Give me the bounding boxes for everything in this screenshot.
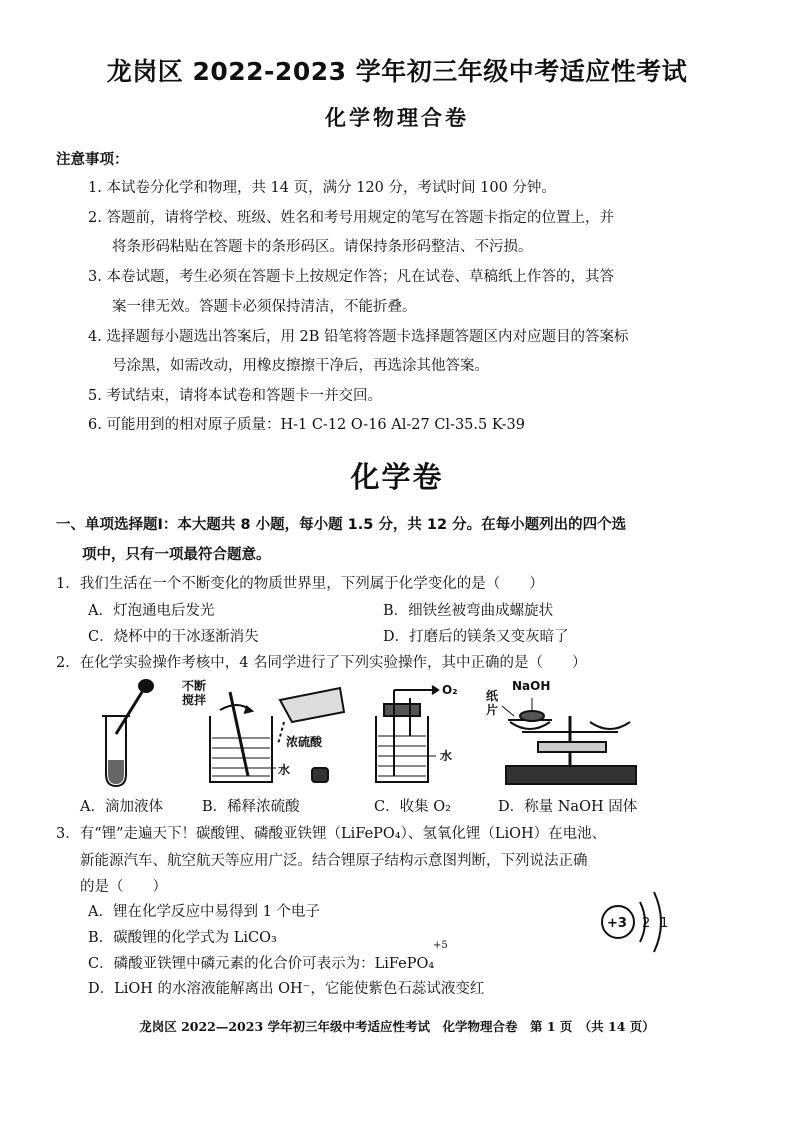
fig-c-label-o2: O₂ <box>442 683 458 697</box>
exam-subtitle: 化学物理合卷 <box>325 105 469 130</box>
notes-heading: 注意事项： <box>56 152 129 168</box>
note-line: 1. 本试卷分化学和物理，共 14 页，满分 120 分，考试时间 100 分钟。 <box>88 180 556 196</box>
question-2-stem: 2．在化学实验操作考核中，4 名同学进行了下列实验操作，其中正确的是（ ） <box>56 655 587 671</box>
atom-nucleus-charge: +3 <box>607 916 627 931</box>
q1-option-c: C．烧杯中的干冰逐渐消失 <box>88 629 259 645</box>
figure-d-weigh-naoh <box>482 676 652 796</box>
q2-option-d: D．称量 NaOH 固体 <box>498 799 638 815</box>
figure-b-diluting-acid <box>180 676 360 796</box>
q3-option-a: A．锂在化学反应中易得到 1 个电子 <box>88 904 320 920</box>
fig-b-label-stir2: 搅拌 <box>182 693 207 707</box>
note-line: 3. 本卷试题，考生必须在答题卡上按规定作答；凡在试卷、草稿纸上作答的，其答 <box>88 269 614 285</box>
q2-option-a: A．滴加液体 <box>80 799 163 815</box>
note-line: 案一律无效。答题卡必须保持清洁，不能折叠。 <box>112 299 417 315</box>
q3-option-c-valence: +5 <box>433 940 448 951</box>
q3-option-b: B．碳酸锂的化学式为 LiCO₃ <box>88 930 277 946</box>
figure-a-dropping-liquid <box>92 676 172 792</box>
q2-option-c: C．收集 O₂ <box>374 799 451 815</box>
fig-c-label-water: 水 <box>440 749 453 763</box>
fig-d-label-paper1: 纸 <box>486 689 499 703</box>
section-title: 化学卷 <box>350 460 444 494</box>
question-1-stem: 1．我们生活在一个不断变化的物质世界里，下列属于化学变化的是（ ） <box>56 576 544 592</box>
note-line: 4. 选择题每小题选出答案后，用 2B 铅笔将答题卡选择题答题区内对应题目的答案标 <box>88 329 629 345</box>
q1-option-a: A．灯泡通电后发光 <box>88 603 215 619</box>
question-3-line3: 的是（ ） <box>80 879 167 895</box>
section-heading-cont: 项中，只有一项最符合题意。 <box>82 547 271 563</box>
exam-title: 龙岗区 2022-2023 学年初三年级中考适应性考试 <box>106 57 688 86</box>
lithium-atom-diagram <box>594 880 684 960</box>
fig-b-label-acid: 浓硫酸 <box>286 735 323 749</box>
fig-d-label-naoh: NaOH <box>512 679 551 693</box>
fig-b-label-water: 水 <box>278 763 291 777</box>
question-3-line2: 新能源汽车、航空航天等应用广泛。结合锂原子结构示意图判断，下列说法正确 <box>80 853 588 869</box>
figure-c-collect-o2 <box>366 676 476 796</box>
q3-option-d: D．LiOH 的水溶液能解离出 OH⁻，它能使紫色石蕊试液变红 <box>88 981 485 997</box>
note-line: 2. 答题前，请将学校、班级、姓名和考号用规定的笔写在答题卡指定的位置上，并 <box>88 210 614 226</box>
atom-shell-2-electrons: 1 <box>660 916 669 931</box>
section-heading: 一、单项选择题Ⅰ：本大题共 8 小题，每小题 1.5 分，共 12 分。在每小题列出的四个选 <box>56 517 627 533</box>
page-footer: 龙岗区 2022—2023 学年初三年级中考适应性考试 化学物理合卷 第 1 页 （共 14 页） <box>139 1019 655 1034</box>
q3-option-c: C．磷酸亚铁锂中磷元素的化合价可表示为：LiFePO₄ <box>88 956 435 972</box>
q1-option-b: B．细铁丝被弯曲成螺旋状 <box>383 603 554 619</box>
q1-option-d: D．打磨后的镁条又变灰暗了 <box>383 629 569 645</box>
fig-d-label-paper2: 片 <box>486 703 499 717</box>
note-line: 5. 考试结束，请将本试卷和答题卡一并交回。 <box>88 388 382 404</box>
q2-option-b: B．稀释浓硫酸 <box>202 799 300 815</box>
note-line: 6. 可能用到的相对原子质量：H-1 C-12 O-16 Al-27 Cl-35.5 K-39 <box>88 417 525 433</box>
note-line: 将条形码粘贴在答题卡的条形码区。请保持条形码整洁、不污损。 <box>112 239 533 255</box>
note-line: 号涂黑，如需改动，用橡皮擦擦干净后，再选涂其他答案。 <box>112 358 489 374</box>
atom-shell-1-electrons: 2 <box>642 916 651 931</box>
fig-b-label-stir1: 不断 <box>182 679 207 693</box>
question-3-line1: 3．有“锂”走遍天下！碳酸锂、磷酸亚铁锂（LiFePO₄）、氢氧化锂（LiOH）在电池、 <box>56 826 607 842</box>
